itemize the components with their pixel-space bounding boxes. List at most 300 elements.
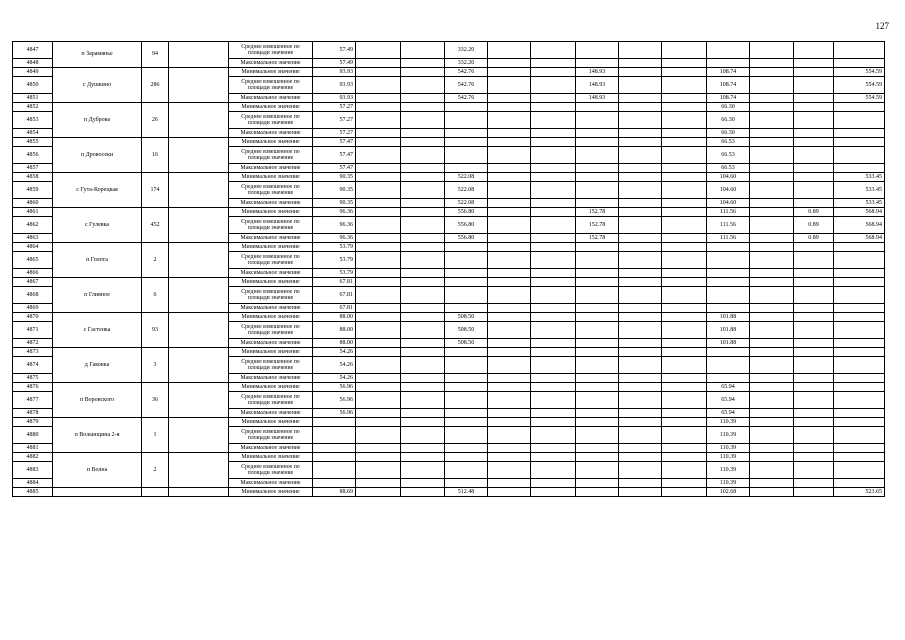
value-cell — [794, 462, 834, 479]
empty-cell — [169, 138, 229, 173]
value-cell — [619, 94, 662, 103]
value-cell: 554.59 — [834, 68, 885, 77]
value-cell — [401, 304, 445, 313]
value-cell — [750, 173, 794, 182]
value-cell — [619, 313, 662, 322]
value-cell — [401, 488, 445, 497]
value-cell: 53.79 — [313, 252, 356, 269]
value-type-label: Максимальное значение — [229, 199, 313, 208]
value-cell — [794, 182, 834, 199]
value-cell — [794, 59, 834, 68]
empty-cell — [169, 68, 229, 103]
value-cell — [445, 427, 488, 444]
value-type-label: Среднее взвешенное по площади значение — [229, 42, 313, 59]
value-cell: 522.08 — [445, 199, 488, 208]
row-number: 4880 — [13, 427, 53, 444]
empty-cell — [169, 418, 229, 453]
table-row — [13, 418, 885, 427]
value-cell — [576, 304, 619, 313]
value-cell — [750, 427, 794, 444]
value-cell — [356, 173, 401, 182]
value-cell — [488, 488, 531, 497]
value-cell: 90.35 — [313, 173, 356, 182]
settlement-name: п Волынщина 2-я — [53, 418, 142, 453]
value-cell: 542.76 — [445, 77, 488, 94]
row-number: 4868 — [13, 287, 53, 304]
value-cell — [488, 462, 531, 479]
value-cell: 56.96 — [313, 392, 356, 409]
row-number: 4872 — [13, 339, 53, 348]
value-cell — [619, 147, 662, 164]
value-cell — [707, 374, 750, 383]
value-cell — [619, 357, 662, 374]
value-cell: 57.27 — [313, 103, 356, 112]
value-cell — [662, 129, 707, 138]
value-cell: 90.35 — [313, 199, 356, 208]
value-cell — [619, 462, 662, 479]
row-number: 4867 — [13, 278, 53, 287]
value-cell — [619, 68, 662, 77]
value-cell: 54.26 — [313, 374, 356, 383]
value-cell — [662, 287, 707, 304]
row-number: 4884 — [13, 479, 53, 488]
value-type-label: Среднее взвешенное по площади значение — [229, 427, 313, 444]
value-cell: 0.89 — [794, 217, 834, 234]
value-cell: 66.53 — [707, 138, 750, 147]
value-cell: 66.30 — [707, 112, 750, 129]
value-cell — [662, 304, 707, 313]
value-cell — [619, 278, 662, 287]
value-cell: 542.76 — [445, 94, 488, 103]
value-cell — [707, 304, 750, 313]
row-number: 4865 — [13, 252, 53, 269]
settlement-name: с Душкино — [53, 68, 142, 103]
value-cell — [750, 243, 794, 252]
value-cell — [834, 462, 885, 479]
value-cell — [750, 322, 794, 339]
value-cell — [531, 418, 576, 427]
value-cell — [531, 357, 576, 374]
value-cell — [619, 182, 662, 199]
value-cell — [662, 462, 707, 479]
value-cell: 57.47 — [313, 147, 356, 164]
value-cell — [576, 164, 619, 173]
value-cell — [619, 409, 662, 418]
value-cell: 111.56 — [707, 234, 750, 243]
value-type-label: Максимальное значение — [229, 339, 313, 348]
value-type-label: Среднее взвешенное по площади значение — [229, 182, 313, 199]
value-type-label: Среднее взвешенное по площади значение — [229, 252, 313, 269]
value-cell — [750, 418, 794, 427]
settlement-count: 452 — [142, 208, 169, 243]
value-cell — [750, 339, 794, 348]
value-cell — [619, 392, 662, 409]
value-cell — [834, 339, 885, 348]
value-cell — [356, 199, 401, 208]
value-cell — [834, 409, 885, 418]
value-cell — [750, 68, 794, 77]
value-cell — [445, 409, 488, 418]
value-cell — [794, 427, 834, 444]
value-cell — [834, 313, 885, 322]
value-cell — [356, 287, 401, 304]
value-cell — [445, 418, 488, 427]
value-cell: 57.47 — [313, 138, 356, 147]
value-cell — [356, 374, 401, 383]
row-number: 4878 — [13, 409, 53, 418]
value-cell — [834, 129, 885, 138]
value-cell — [356, 217, 401, 234]
row-number: 4866 — [13, 269, 53, 278]
value-cell: 67.81 — [313, 304, 356, 313]
value-type-label: Среднее взвешенное по площади значение — [229, 217, 313, 234]
value-cell — [488, 322, 531, 339]
value-cell — [356, 164, 401, 173]
value-cell — [619, 322, 662, 339]
value-cell — [488, 217, 531, 234]
value-cell — [750, 453, 794, 462]
value-cell — [662, 348, 707, 357]
table-row — [13, 488, 885, 497]
value-cell — [576, 129, 619, 138]
value-cell — [401, 479, 445, 488]
value-type-label: Минимальное значение — [229, 313, 313, 322]
value-cell — [834, 59, 885, 68]
value-cell — [401, 444, 445, 453]
value-cell — [662, 217, 707, 234]
table-row — [13, 243, 885, 252]
value-cell — [834, 418, 885, 427]
value-cell — [794, 304, 834, 313]
value-cell: 152.78 — [576, 234, 619, 243]
value-cell — [834, 348, 885, 357]
value-cell: 110.39 — [707, 444, 750, 453]
value-cell — [576, 488, 619, 497]
settlement-name: с Гута-Корецкая — [53, 173, 142, 208]
settlement-name: п Волна — [53, 453, 142, 488]
value-cell — [794, 339, 834, 348]
value-cell — [488, 383, 531, 392]
value-cell — [488, 138, 531, 147]
value-cell: 53.79 — [313, 269, 356, 278]
value-cell — [619, 199, 662, 208]
value-cell — [834, 243, 885, 252]
settlement-count: 3 — [142, 348, 169, 383]
row-number: 4856 — [13, 147, 53, 164]
value-cell — [662, 374, 707, 383]
value-cell — [794, 164, 834, 173]
value-cell — [794, 103, 834, 112]
value-cell — [401, 409, 445, 418]
value-cell — [531, 147, 576, 164]
value-cell — [619, 427, 662, 444]
value-type-label: Максимальное значение — [229, 129, 313, 138]
value-cell — [707, 348, 750, 357]
row-number: 4858 — [13, 173, 53, 182]
value-cell: 148.93 — [576, 77, 619, 94]
value-cell: 108.74 — [707, 77, 750, 94]
value-cell: 111.56 — [707, 217, 750, 234]
value-cell — [356, 462, 401, 479]
value-cell — [750, 112, 794, 129]
value-cell — [356, 322, 401, 339]
value-type-label: Среднее взвешенное по площади значение — [229, 287, 313, 304]
value-cell — [356, 129, 401, 138]
value-cell: 556.80 — [445, 217, 488, 234]
value-cell — [662, 453, 707, 462]
value-cell — [401, 103, 445, 112]
value-cell: 111.56 — [707, 208, 750, 217]
row-number: 4879 — [13, 418, 53, 427]
value-cell — [488, 287, 531, 304]
value-cell: 542.76 — [445, 68, 488, 77]
value-cell — [531, 208, 576, 217]
value-cell — [707, 252, 750, 269]
settlement-name: п Дуброва — [53, 103, 142, 138]
value-cell — [445, 243, 488, 252]
value-cell — [750, 374, 794, 383]
value-cell — [576, 409, 619, 418]
value-cell — [445, 147, 488, 164]
value-cell — [356, 68, 401, 77]
value-cell — [834, 42, 885, 59]
settlement-name — [53, 488, 142, 497]
value-cell: 66.30 — [707, 129, 750, 138]
settlement-count: 2 — [142, 453, 169, 488]
value-cell — [531, 444, 576, 453]
value-cell: 110.39 — [707, 453, 750, 462]
value-cell: 110.39 — [707, 479, 750, 488]
value-cell — [401, 164, 445, 173]
value-cell: 96.36 — [313, 217, 356, 234]
value-cell — [488, 269, 531, 278]
value-cell — [750, 392, 794, 409]
value-cell: 568.94 — [834, 234, 885, 243]
value-cell — [488, 479, 531, 488]
value-type-label: Среднее взвешенное по площади значение — [229, 322, 313, 339]
value-cell — [662, 383, 707, 392]
value-cell — [576, 348, 619, 357]
value-cell — [619, 234, 662, 243]
value-cell — [488, 112, 531, 129]
value-cell — [488, 94, 531, 103]
row-number: 4862 — [13, 217, 53, 234]
value-cell — [794, 357, 834, 374]
value-cell — [834, 287, 885, 304]
value-cell — [488, 418, 531, 427]
settlement-name: п Гливное — [53, 278, 142, 313]
empty-cell — [169, 488, 229, 497]
value-cell: 554.59 — [834, 77, 885, 94]
value-cell — [488, 339, 531, 348]
value-cell — [834, 453, 885, 462]
settlement-count: 2 — [142, 243, 169, 278]
value-cell — [401, 322, 445, 339]
value-cell: 554.59 — [834, 94, 885, 103]
value-cell — [619, 339, 662, 348]
value-cell — [662, 77, 707, 94]
value-cell — [488, 243, 531, 252]
value-cell — [750, 129, 794, 138]
value-cell — [707, 59, 750, 68]
value-cell — [834, 103, 885, 112]
value-cell — [576, 199, 619, 208]
value-cell — [356, 427, 401, 444]
value-cell — [619, 77, 662, 94]
value-cell — [750, 164, 794, 173]
value-cell — [750, 147, 794, 164]
value-cell — [401, 462, 445, 479]
value-cell — [576, 427, 619, 444]
value-cell: 508.50 — [445, 313, 488, 322]
table-row — [13, 42, 885, 59]
value-cell — [576, 287, 619, 304]
row-number: 4855 — [13, 138, 53, 147]
value-cell — [401, 374, 445, 383]
settlement-name: д Гаковка — [53, 348, 142, 383]
value-cell — [794, 77, 834, 94]
value-cell — [356, 444, 401, 453]
value-cell: 104.60 — [707, 199, 750, 208]
value-cell: 101.88 — [707, 339, 750, 348]
value-cell: 110.39 — [707, 462, 750, 479]
value-cell: 67.81 — [313, 278, 356, 287]
value-cell — [834, 269, 885, 278]
value-cell — [531, 313, 576, 322]
value-cell — [662, 103, 707, 112]
table-body — [13, 42, 885, 497]
value-cell: 108.74 — [707, 68, 750, 77]
value-cell — [619, 269, 662, 278]
row-number: 4876 — [13, 383, 53, 392]
value-cell — [834, 147, 885, 164]
value-cell — [488, 409, 531, 418]
value-cell — [356, 234, 401, 243]
row-number: 4850 — [13, 77, 53, 94]
value-type-label: Минимальное значение — [229, 208, 313, 217]
value-cell — [576, 252, 619, 269]
value-cell — [619, 112, 662, 129]
row-number: 4857 — [13, 164, 53, 173]
value-cell — [531, 217, 576, 234]
value-cell — [531, 243, 576, 252]
value-type-label: Максимальное значение — [229, 269, 313, 278]
value-cell — [750, 348, 794, 357]
value-cell — [794, 147, 834, 164]
value-cell — [445, 287, 488, 304]
value-cell — [619, 138, 662, 147]
value-cell — [662, 479, 707, 488]
value-cell — [662, 59, 707, 68]
value-cell — [662, 252, 707, 269]
value-type-label: Максимальное значение — [229, 374, 313, 383]
value-cell: 533.45 — [834, 173, 885, 182]
value-cell — [707, 42, 750, 59]
value-cell — [531, 77, 576, 94]
value-cell — [662, 42, 707, 59]
value-cell — [794, 313, 834, 322]
value-cell — [445, 444, 488, 453]
settlement-count: 1 — [142, 418, 169, 453]
value-type-label: Минимальное значение — [229, 138, 313, 147]
row-number: 4863 — [13, 234, 53, 243]
value-cell — [401, 278, 445, 287]
value-cell: 93.93 — [313, 77, 356, 94]
value-cell — [576, 479, 619, 488]
value-type-label: Минимальное значение — [229, 278, 313, 287]
row-number: 4871 — [13, 322, 53, 339]
value-cell — [662, 392, 707, 409]
empty-cell — [169, 243, 229, 278]
value-cell — [576, 112, 619, 129]
value-cell — [356, 357, 401, 374]
value-cell — [576, 42, 619, 59]
value-cell — [619, 488, 662, 497]
value-cell — [356, 453, 401, 462]
value-cell — [401, 112, 445, 129]
value-cell — [531, 339, 576, 348]
value-type-label: Максимальное значение — [229, 94, 313, 103]
table-row — [13, 453, 885, 462]
value-cell — [531, 199, 576, 208]
value-cell — [750, 479, 794, 488]
row-number: 4848 — [13, 59, 53, 68]
value-cell — [576, 269, 619, 278]
value-cell: 568.94 — [834, 217, 885, 234]
table-row — [13, 68, 885, 77]
value-cell — [401, 243, 445, 252]
table-row — [13, 313, 885, 322]
value-cell — [531, 479, 576, 488]
value-cell — [401, 392, 445, 409]
value-cell — [619, 243, 662, 252]
value-cell — [794, 42, 834, 59]
value-type-label: Максимальное значение — [229, 164, 313, 173]
value-cell — [707, 243, 750, 252]
value-cell — [356, 383, 401, 392]
value-cell — [750, 77, 794, 94]
empty-cell — [169, 313, 229, 348]
value-cell — [401, 199, 445, 208]
value-cell — [750, 304, 794, 313]
value-cell — [794, 392, 834, 409]
value-cell: 148.93 — [576, 68, 619, 77]
row-number: 4881 — [13, 444, 53, 453]
value-cell — [794, 383, 834, 392]
value-cell — [750, 182, 794, 199]
table-row — [13, 278, 885, 287]
value-cell — [794, 348, 834, 357]
value-cell — [834, 304, 885, 313]
value-cell — [488, 147, 531, 164]
value-cell — [834, 252, 885, 269]
value-cell — [834, 357, 885, 374]
value-cell — [834, 112, 885, 129]
value-cell — [750, 313, 794, 322]
tariff-table — [12, 41, 885, 497]
value-cell — [445, 103, 488, 112]
row-number: 4864 — [13, 243, 53, 252]
value-cell — [619, 217, 662, 234]
value-cell — [750, 269, 794, 278]
value-cell — [619, 287, 662, 304]
table-row — [13, 103, 885, 112]
value-cell — [488, 348, 531, 357]
value-cell: 65.94 — [707, 392, 750, 409]
settlement-name: с Гулевка — [53, 208, 142, 243]
document-table-wrapper — [12, 41, 885, 497]
value-cell — [531, 287, 576, 304]
